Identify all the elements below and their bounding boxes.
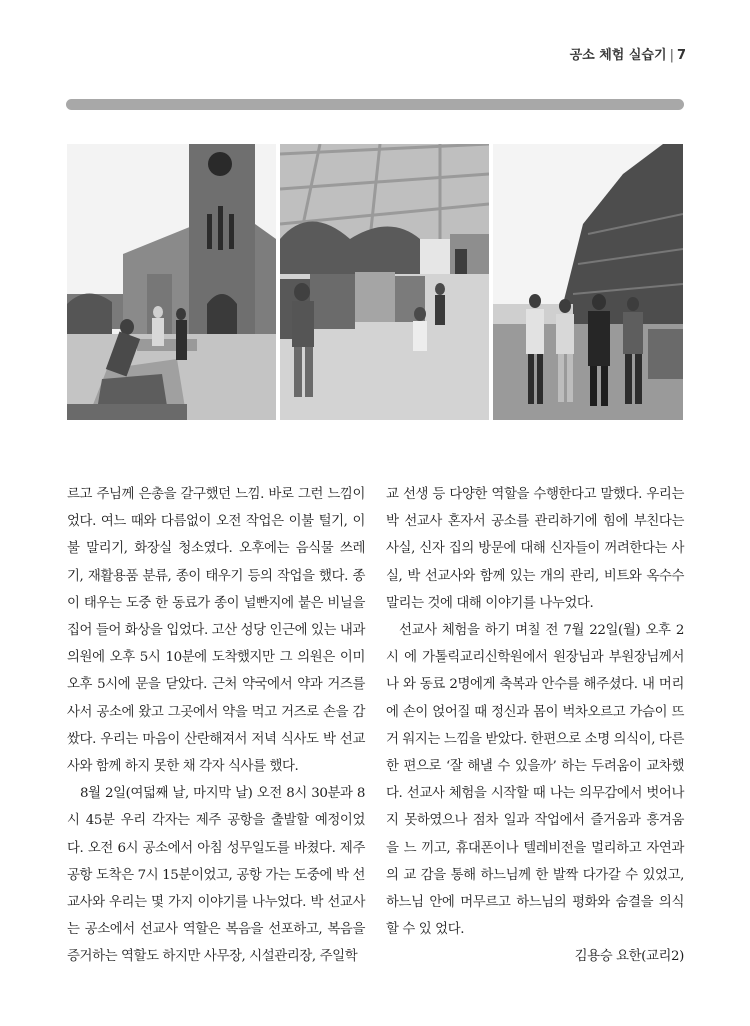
page-header xyxy=(570,44,686,63)
laundry-photo xyxy=(280,144,489,420)
church-photo xyxy=(67,144,276,420)
header-separator: | xyxy=(669,48,674,63)
group-photo xyxy=(493,144,683,420)
article-column-right xyxy=(386,481,684,971)
paragraph: 선교사 체험을 하기 며칠 전 7월 22일(월) 오후 2시 에 가톨릭교리신학원에서 원장님과 부원장님께서 나 와 동료 2명에게 축복과 안수를 해주셨다. 내 머리에 손이 얹어질 때 정신과 몸이 벅차오르고 가슴이 뜨거 워지는 느낌을 받았다. 한편으로 소명 의식이, 다른 한 편으로 ‘잘 해낼 수 있을까’ 하는 두려움이 교차했다. 선교사 체험을 시작할 때 나는 의무감에서 벗어나지 못하였으나 점차 일과 작업에서 즐거움과 흥겨움을 느 끼고, 휴대폰이나 텔레비전을 멀리하고 자연과의 교 감을 통해 하느님께 한 발짝 다가갈 수 있었고, 하느님 안에 머무르고 하느님의 평화와 숨결을 의식할 수 있 었다. xyxy=(386,623,684,938)
divider-bar xyxy=(66,99,684,110)
page-number: 7 xyxy=(676,48,686,63)
article-column-left xyxy=(67,481,365,971)
section-title: 공소 체험 실습기 xyxy=(569,48,667,63)
paragraph: 8월 2일(여덟째 날, 마지막 날) 오전 8시 30분과 8시 45분 우리 각자는 제주 공항을 출발할 예정이었 다. 오전 6시 공소에서 아침 성무일도를 바쳤다. 제주 공항 도착은 7시 15분이었고, 공항 가는 도중에 박 선 교사와 우리는 몇 가지 이야기를 나누었다. 박 선교사 는 공소에서 선교사 역할은 복음을 선포하고, 복음을 증거하는 역할도 하지만 사무장, 시설관리장, 주일학 xyxy=(67,786,365,965)
paragraph: 르고 주님께 은총을 갈구했던 느낌. 바로 그런 느낌이 었다. 여느 때와 다름없이 오전 작업은 이불 털기, 이 불 말리기, 화장실 청소였다. 오후에는 음식물 쓰레 기, 재활용품 분류, 종이 태우기 등의 작업을 했다. 종 이 태우는 도중 한 동료가 종이 널빤지에 붙은 비닐을 집어 들어 화상을 입었다. 고산 성당 인근에 있는 내과 의원에 오후 5시 10분에 도착했지만 그 의원은 이미 오후 5시에 문을 닫았다. 근처 약국에서 약과 거즈를 사서 공소에 왔고 그곳에서 약을 먹고 거즈로 손을 감 쌌다. 우리는 마음이 산란해져서 저녁 식사도 박 선교 사와 함께 하지 못한 채 각자 식사를 했다. xyxy=(67,487,365,775)
author-signature: 김용승 요한(교리2) xyxy=(574,949,684,965)
paragraph: 교 선생 등 다양한 역할을 수행한다고 말했다. 우리는 박 선교사 혼자서 공소를 관리하기에 힘에 부친다는 사실, 신자 집의 방문에 대해 신자들이 꺼려한다는 사 실, 박 선교사와 함께 있는 개의 관리, 비트와 옥수수 말리는 것에 대해 이야기를 나누었다. xyxy=(386,487,684,611)
